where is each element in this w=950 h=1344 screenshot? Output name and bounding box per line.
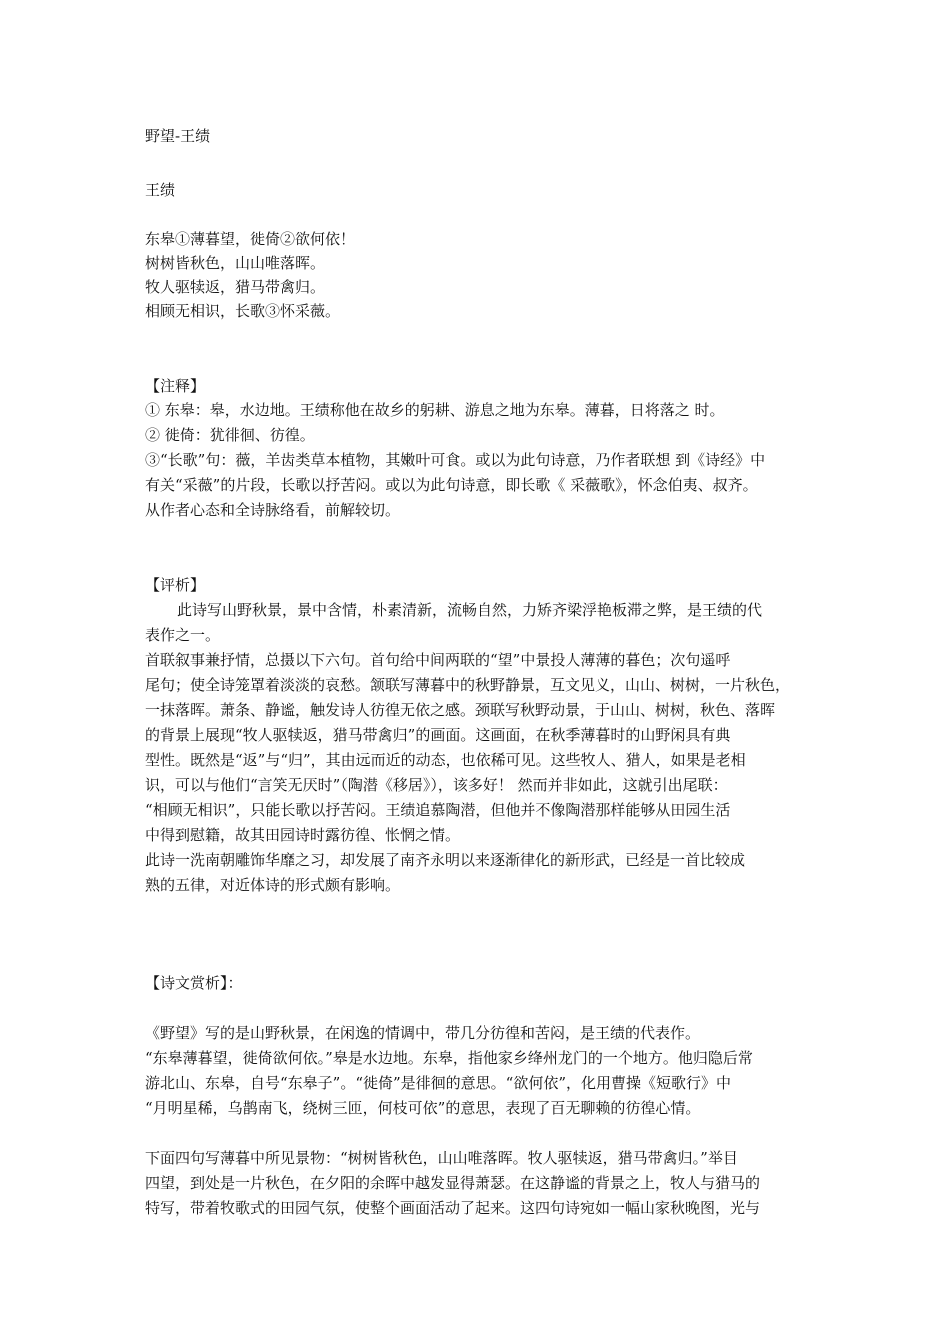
review-line: 中得到慰籍，故其田园诗时露彷徨、怅惘之情。 — [145, 826, 461, 844]
review-line: 型性。既然是“返”与“归”，其由远而近的动态，也依稀可见。这些牧人、猎人，如果是老相 — [145, 751, 746, 769]
poem-line: 东皋①薄暮望，徙倚②欲何依！ — [145, 230, 356, 248]
review-line: 首联叙事兼抒情，总摄以下六句。首句给中间两联的“望”中景投人薄薄的暮色；次句遥呼 — [145, 651, 731, 669]
review-heading: 【评析】 — [145, 576, 206, 594]
review-line: 熟的五律，对近体诗的形式颇有影响。 — [145, 876, 401, 894]
appreciation-line: “月明星稀，乌鹊南飞，绕树三匝，何枝可依”的意思，表现了百无聊赖的彷徨心情。 — [145, 1099, 701, 1117]
appreciation-line: 下面四句写薄暮中所见景物：“树树皆秋色，山山唯落晖。牧人驱犊返，猎马带禽归。”举目 — [145, 1149, 738, 1167]
review-line: 一抹落晖。萧条、静谧，触发诗人彷徨无依之感。颈联写秋野动景，于山山、树树，秋色、落晖 — [145, 701, 776, 719]
note-line: ② 徙倚：犹徘徊、彷徨。 — [145, 426, 315, 444]
review-line: 识，可以与他们“言笑无厌时”（陶潜《移居》），该多好！ 然而并非如此，这就引出尾联： — [145, 776, 728, 794]
appreciation-line: 《野望》写的是山野秋景，在闲逸的情调中，带几分彷徨和苦闷，是王绩的代表作。 — [145, 1024, 701, 1042]
review-line: 的背景上展现“牧人驱犊返，猎马带禽归”的画面。这画面，在秋季薄暮时的山野闲具有典 — [145, 726, 731, 744]
note-line: ③“长歌”句：薇，羊齿类草本植物，其嫩叶可食。或以为此句诗意，乃作者联想 到《诗经》中 — [145, 451, 766, 469]
poem-line: 牧人驱犊返，猎马带禽归。 — [145, 278, 326, 296]
appreciation-line: 四望，到处是一片秋色，在夕阳的余晖中越发显得萧瑟。在这静谧的背景之上，牧人与猎马的 — [145, 1174, 761, 1192]
review-line: 此诗写山野秋景，景中含情，朴素清新，流畅自然，力矫齐梁浮艳板滞之弊，是王绩的代 — [177, 601, 763, 619]
doc-title: 野望-王绩 — [145, 127, 211, 145]
appreciation-line: 游北山、东皋，自号“东皋子”。“徙倚”是徘徊的意思。“欲何依”，化用曹操《短歌行》中 — [145, 1074, 732, 1092]
review-line: 尾句；使全诗笼罩着淡淡的哀愁。颔联写薄暮中的秋野静景，互文见义，山山、树树，一片秋色， — [145, 676, 791, 694]
note-line: 有关“采薇”的片段，长歌以抒苦闷。或以为此句诗意，即长歌《 采薇歌》，怀念伯夷、叔齐。 — [145, 476, 758, 494]
note-line: ① 东皋：皋，水边地。王绩称他在故乡的躬耕、游息之地为东皋。薄暮，日将落之 时。 — [145, 401, 725, 419]
review-line: 表作之一。 — [145, 626, 221, 644]
poem-line: 树树皆秋色，山山唯落晖。 — [145, 254, 326, 272]
review-line: 此诗一洗南朝雕饰华靡之习，却发展了南齐永明以来逐渐律化的新形武，已经是一首比较成 — [145, 851, 746, 869]
poem-line: 相顾无相识，长歌③怀采薇。 — [145, 302, 341, 320]
appreciation-line: 特写，带着牧歌式的田园气氛，使整个画面活动了起来。这四句诗宛如一幅山家秋晚图，光与 — [145, 1199, 761, 1217]
doc-author: 王绩 — [145, 181, 176, 199]
notes-heading: 【注释】 — [145, 377, 206, 395]
review-line: “相顾无相识”，只能长歌以抒苦闷。王绩追慕陶潜，但他并不像陶潜那样能够从田园生活 — [145, 801, 731, 819]
appreciation-heading: 【诗文赏析】： — [145, 974, 243, 992]
appreciation-line: “东皋薄暮望，徙倚欲何依。”皋是水边地。东皋，指他家乡绛州龙门的一个地方。他归隐后常 — [145, 1049, 753, 1067]
note-line: 从作者心态和全诗脉络看，前解较切。 — [145, 501, 401, 519]
